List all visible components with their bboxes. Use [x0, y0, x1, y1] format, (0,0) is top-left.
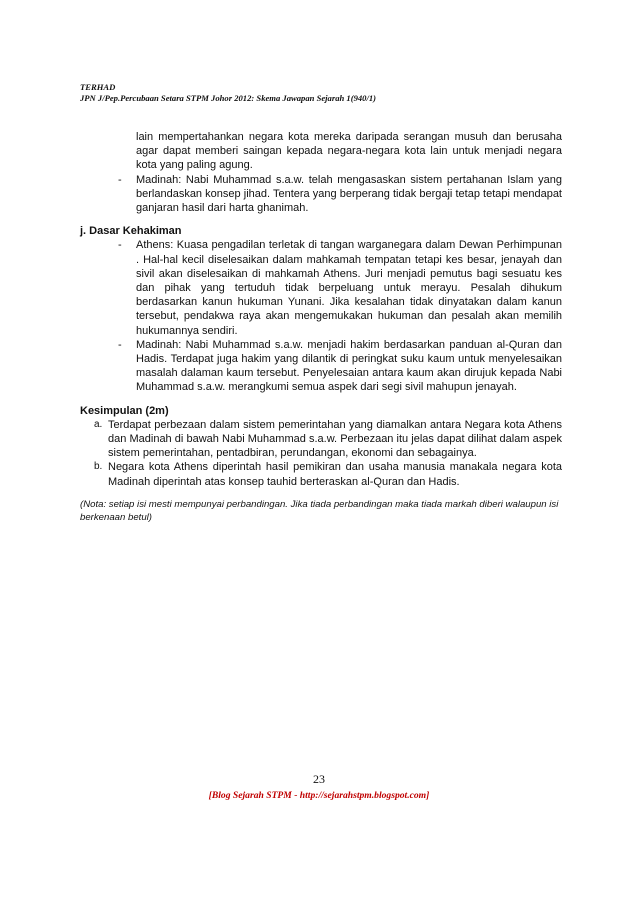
header-classification: TERHAD — [80, 82, 116, 92]
page-content — [80, 130, 562, 525]
item-text: Madinah: Nabi Muhammad s.a.w. telah mengasaskan sistem pertahanan Islam yang berlandaskan konsep jihad. Tentera yang berperang tidak bergaji tetap tetapi mendapat ganjaran hasil dari harta ghanimah. — [136, 173, 562, 215]
intro-continuation: lain mempertahankan negara kota mereka daripada serangan musuh dan berusaha agar dapat memberi saingan kepada negara-negara kota lain untuk menjadi negara kota yang paling agung. — [136, 131, 562, 172]
section-j-item-athens — [80, 238, 562, 337]
kesimpulan-item-b — [80, 460, 562, 488]
item-text: Madinah: Nabi Muhammad s.a.w. menjadi hakim berdasarkan panduan al-Quran dan Hadis. Terdapat juga hakim yang dilantik di peringkat suku kaum untuk menyelesaikan masalah dalaman kaum tersebut. Penyelesaian antara kaum akan dirujuk kepada Nabi Muhammad s.a.w. merangkumi semua aspek dari segi sivil mahupun jenayah. — [136, 338, 562, 394]
item-text: Athens: Kuasa pengadilan terletak di tangan warganegara dalam Dewan Perhimpunan . Hal-hal kecil diselesaikan dalam mahkamah tempatan tetapi kes besar, jenayah dan sivil akan diselesaikan di mahkamah Athens. Juri menjadi pemutus bagi sesuatu kes dan pihak yang tertuduh tidak berpeluang untuk merayu. Pesalah dihukum berdasarkan kanun hukuman Yunani. Jika kesalahan tidak dinyatakan dalam kanun tersebut, pendakwa raya akan mengemukakan hukuman dan pesalah akan memilih hukumannya sendiri. — [136, 239, 562, 337]
alpha-marker: b. — [94, 461, 103, 473]
section-j-item-madinah — [80, 338, 562, 395]
document-header — [80, 82, 560, 104]
dash-marker: - — [118, 173, 122, 186]
section-title-kesimpulan: Kesimpulan (2m) — [80, 404, 169, 417]
section-title-dasar-kehakiman: j. Dasar Kehakiman — [80, 225, 182, 238]
kesimpulan-item-a — [80, 418, 562, 461]
alpha-marker: a. — [94, 418, 103, 430]
page-number: 23 — [313, 772, 325, 786]
intro-item-madinah — [80, 173, 562, 216]
dash-marker: - — [118, 239, 122, 252]
dash-marker: - — [118, 338, 122, 351]
item-text: Terdapat perbezaan dalam sistem pemerintahan yang diamalkan antara Negara kota Athens dan Madinah di bawah Nabi Muhammad s.a.w. Perbezaan itu jelas dapat dilihat dalam aspek sistem pemerintahan, pentadbiran, perundangan, ekonomi dan sebagainya. — [108, 418, 562, 460]
marking-note: (Nota: setiap isi mesti mempunyai perbandingan. Jika tiada perbandingan maka tiada markah diberi walaupun isi berkenaan betul) — [80, 498, 559, 524]
header-exam-title: JPN J/Pep.Percubaan Setara STPM Johor 2012: Skema Jawapan Sejarah 1(940/1) — [80, 93, 377, 103]
footer-blog-link[interactable]: [Blog Sejarah STPM - http://sejarahstpm.blogspot.com] — [208, 790, 430, 801]
item-text: Negara kota Athens diperintah hasil pemikiran dan usaha manusia manakala negara kota Madinah diperintah atas konsep tauhid berteraskan al-Quran dan Hadis. — [108, 461, 562, 488]
